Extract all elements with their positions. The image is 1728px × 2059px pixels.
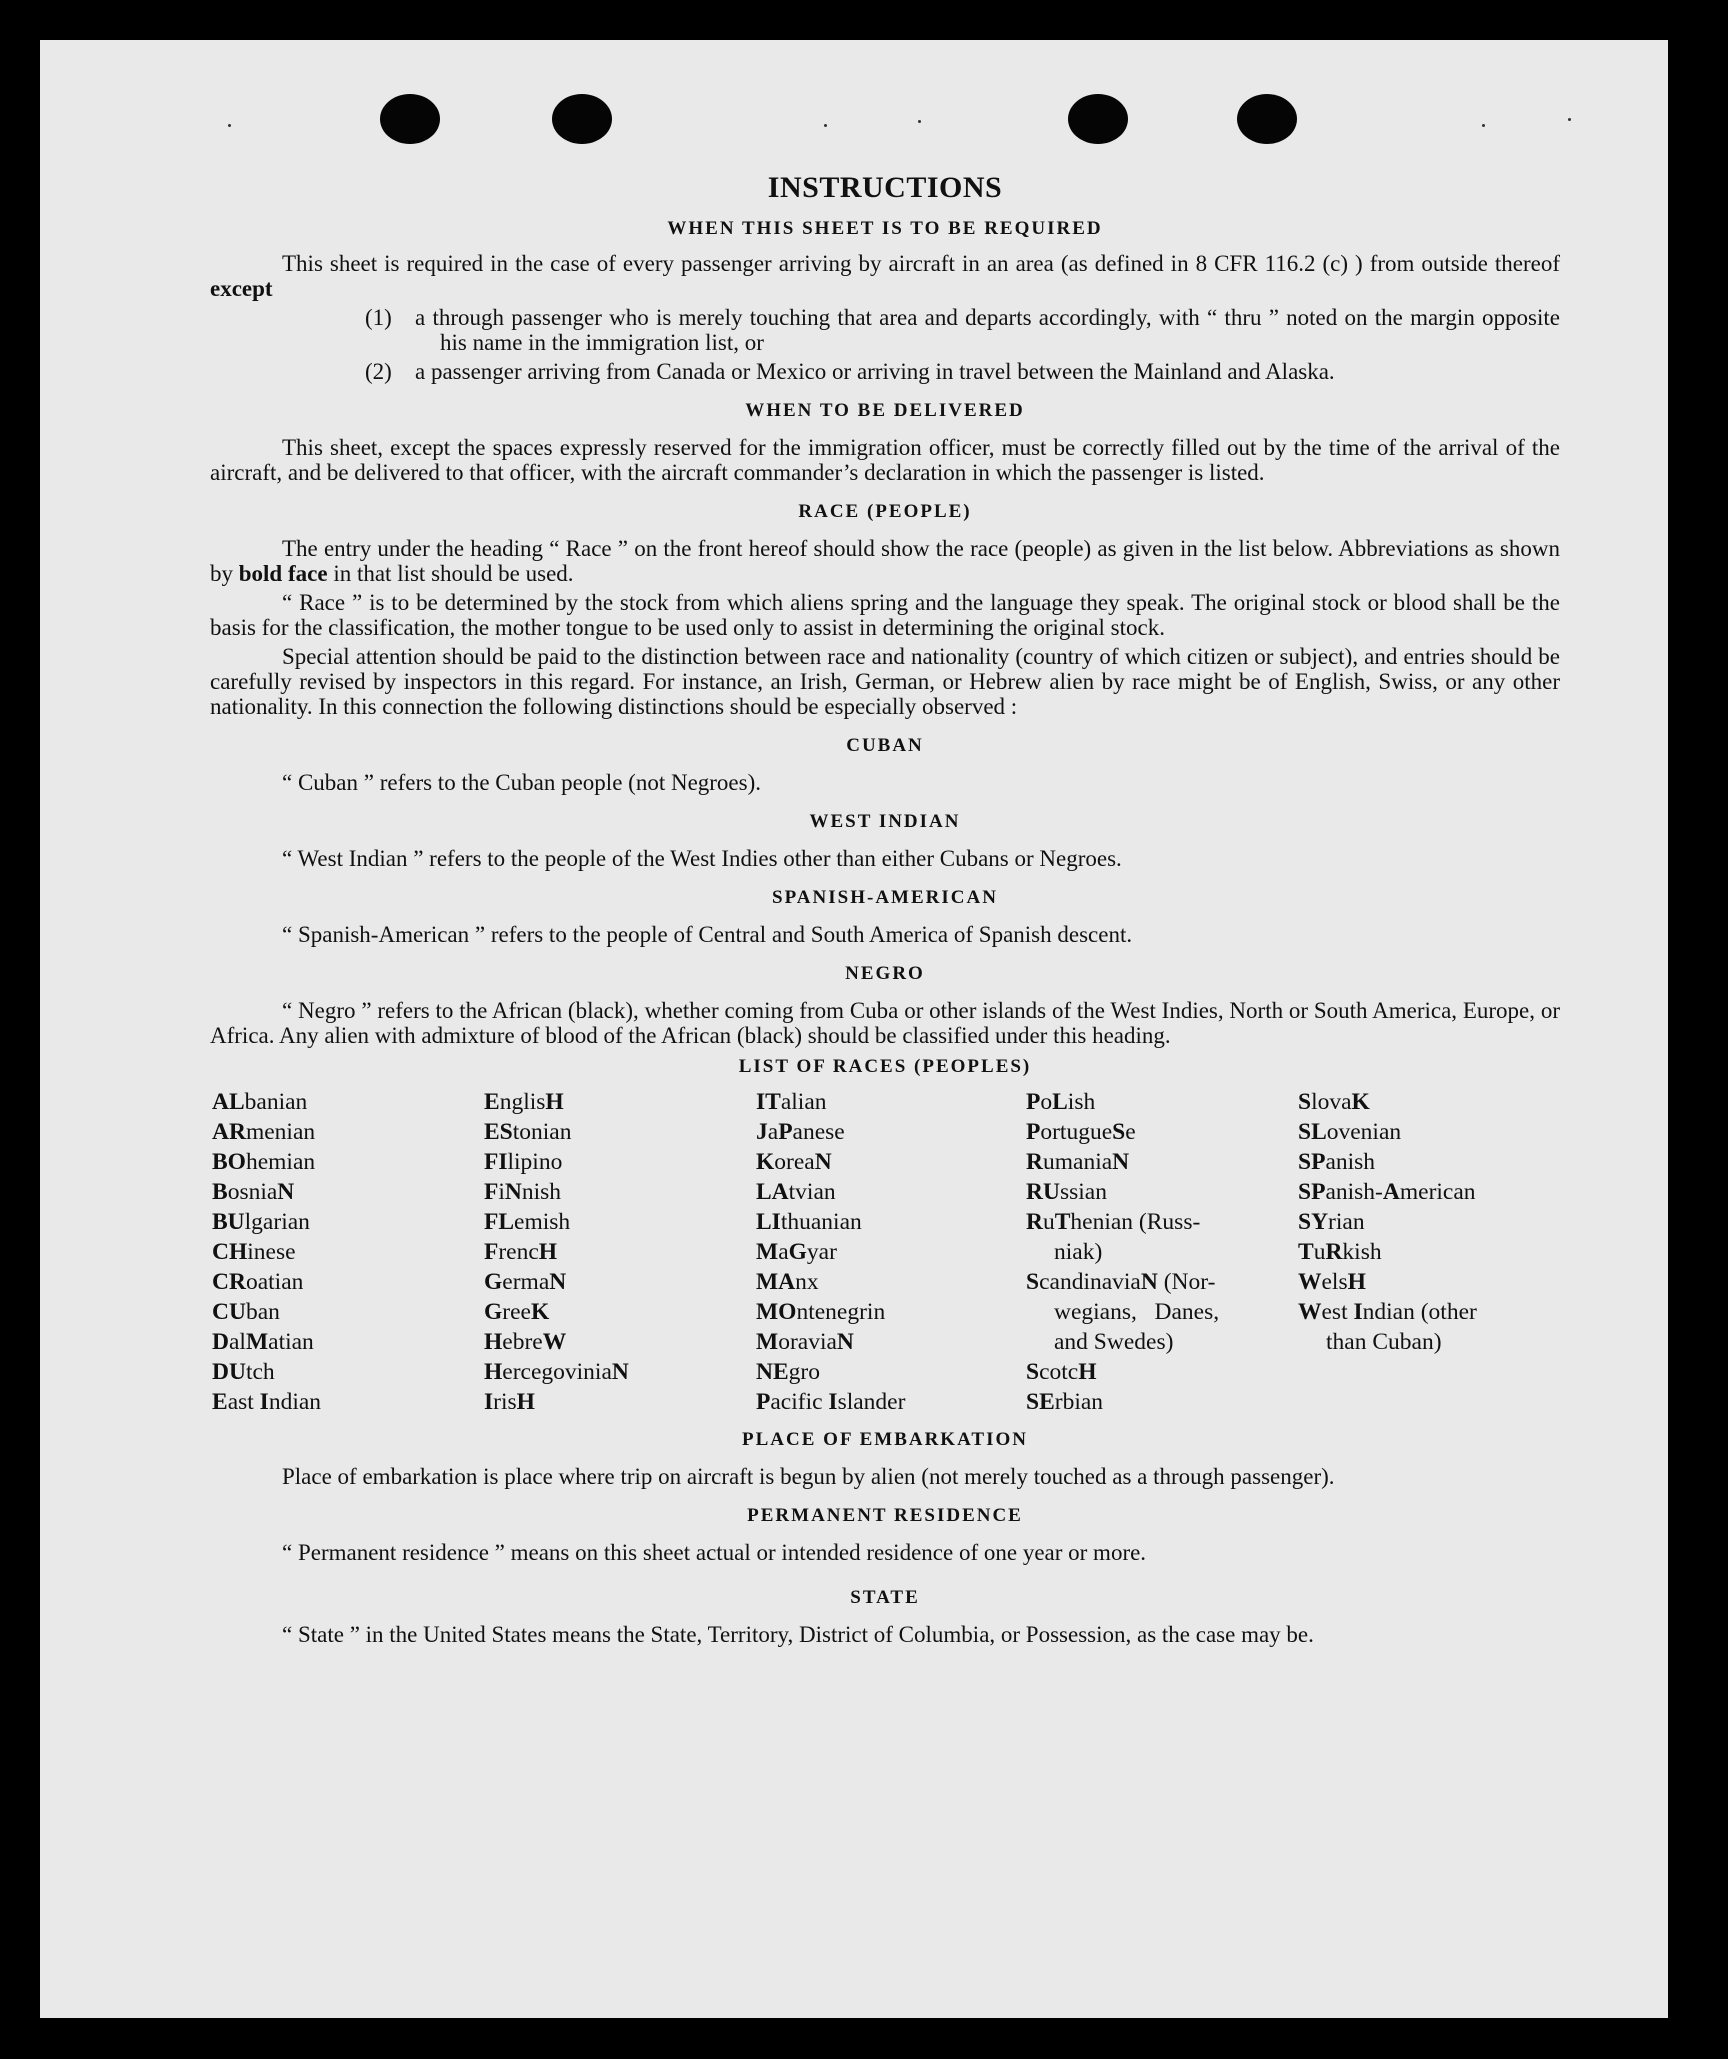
race-entry: FiNnish: [484, 1179, 562, 1205]
race-entry: BUlgarian: [212, 1209, 310, 1235]
document-page: [40, 40, 1668, 2018]
paragraph: “ West Indian ” refers to the people of the West Indies other than either Cubans or Negroes.: [282, 846, 1122, 871]
section-heading: WHEN THIS SHEET IS TO BE REQUIRED: [667, 218, 1103, 239]
race-entry: RUssian: [1026, 1179, 1107, 1205]
race-entry: LAtvian: [756, 1179, 836, 1205]
paragraph: “ Negro ” refers to the African (black), whether coming from Cuba or other islands of the West Indies, North or South America, Europe, or Africa. Any alien with admixture of blood of the African (black) should be classified under this heading.: [210, 998, 1560, 1048]
race-entry: CRoatian: [212, 1269, 304, 1295]
section-heading: WEST INDIAN: [809, 811, 961, 832]
race-column: [212, 1087, 484, 1417]
race-entry: DalMatian: [212, 1329, 314, 1355]
race-entry: RumaniaN: [1026, 1149, 1130, 1175]
race-entry: wegians, Danes,: [1054, 1299, 1220, 1325]
race-entry: LIthuanian: [756, 1209, 862, 1235]
race-entry: NEgro: [756, 1359, 820, 1385]
race-column: [756, 1087, 1026, 1417]
race-entry: CUban: [212, 1299, 280, 1325]
race-entry: TuRkish: [1298, 1239, 1382, 1265]
race-entry: EnglisH: [484, 1089, 564, 1115]
race-list: [212, 1087, 1560, 1417]
race-entry: DUtch: [212, 1359, 275, 1385]
race-entry: CHinese: [212, 1239, 296, 1265]
instructions-body: INSTRUCTIONS WHEN THIS SHEET IS TO BE REQUIRED This sheet is required in the case of every passenger arriving by aircraft in an area (as defined in 8 CFR 116.2 (c) ) from outside thereof except (1) a through passenger who is merely touching that area and departs accordingly, with “ thru ” noted on the margin opposite his name in the immigration list, or (2) a passenger arriving from Canada or Mexico or arriving in travel between the Mainland and Alaska. WHEN TO BE DELIVERED This sheet, except the spaces expressly reserved for the immigration officer, must be correctly filled out by the time of the arrival of the aircraft, and be delivered to that officer, with the aircraft commander’s declaration in which the passenger is listed. RACE (PEOPLE) The entry under the heading “ Race ” on the front hereof should show the race (people) as given in the list below. Abbreviations as shown by bold face in that list should be used. “ Race ” is to be determined by the stock from which aliens spring and the language they speak. The original stock or blood shall be the basis for the classification, the mother tongue to be used only to assist in determining the original stock. Special attention should be paid to the distinction between race and nationality (country of which citizen or subject), and entries should be carefully revised by inspectors in this regard. For instance, an Irish, German, or Hebrew alien by race might be of English, Swiss, or any other nationality. In this connection the following distinctions should be especially observed : CUBAN “ Cuban ” refers to the Cuban people (not Negroes). WEST INDIAN “ West Indian ” refers to the people of the West Indies other than either Cubans or Negroes. SPANISH-AMERICAN “ Spanish-American ” refers to the people of Central and South America of Spanish descent. NEGRO “ Negro ” refers to the African (black), whether coming from Cuba or other islands of the West Indies, North or South America, Europe, or Africa. Any alien with admixture of blood of the African (black) should be classified under this heading. LIST OF RACES (PEOPLES) ALbanian ARmenian BOhemian BosniaN BUlgarian CHinese CRoatian CUban DalMatian DUtch East Indian EnglisH EStonian FIlipino FiNnish FLemish FrencH GermaN GreeK HebreW HercegoviniaN IrisH ITalian JaPanese KoreaN LAtvian LIthuanian MaGyar MAnx MOntenegrin MoraviaN NEgro Pacific Islander PoLish PortugueSe RumaniaN RUssian RuThenian (Russ- niak) ScandinaviaN (Nor- wegians, Danes, and Swedes) ScotcH SErbian SlovaK SLovenian SPanish SPanish-American SYrian TuRkish WelsH West Indian (other than Cuban) PLACE OF EMBARKATION Place of embarkation is place where trip on aircraft is begun by alien (not merely touched as a through passenger). PERMANENT RESIDENCE “ Permanent residence ” means on this sheet actual or intended residence of one year or more. STATE “ State ” in the United States means the State, Territory, District of Columbia, or Possession, as the case may be.: [210, 171, 1560, 1647]
race-entry: PortugueSe: [1026, 1119, 1136, 1145]
race-entry: ARmenian: [212, 1119, 316, 1145]
punch-hole: [1237, 94, 1297, 144]
section-heading: CUBAN: [846, 735, 924, 756]
race-entry: BOhemian: [212, 1149, 316, 1175]
race-column: [1298, 1087, 1538, 1417]
race-entry: ITalian: [756, 1089, 827, 1115]
paragraph: “ Permanent residence ” means on this sheet actual or intended residence of one year or more.: [282, 1540, 1147, 1565]
race-entry: SPanish: [1298, 1149, 1376, 1175]
race-entry: JaPanese: [756, 1119, 845, 1145]
paragraph: Place of embarkation is place where trip on aircraft is begun by alien (not merely touched as a through passenger).: [282, 1464, 1335, 1489]
paragraph: “ State ” in the United States means the State, Territory, District of Columbia, or Possession, as the case may be.: [282, 1622, 1314, 1647]
race-entry: and Swedes): [1054, 1329, 1174, 1355]
section-heading: NEGRO: [845, 963, 925, 984]
race-column: [1026, 1087, 1298, 1417]
race-entry: HercegoviniaN: [484, 1359, 629, 1385]
race-entry: WelsH: [1298, 1269, 1366, 1295]
race-entry: MaGyar: [756, 1239, 837, 1265]
exception-item: (2) a passenger arriving from Canada or Mexico or arriving in travel between the Mainland and Alaska.: [365, 359, 1335, 384]
race-entry: ScotcH: [1026, 1359, 1097, 1385]
paragraph: “ Spanish-American ” refers to the people of Central and South America of Spanish descent.: [282, 922, 1133, 947]
race-entry: EStonian: [484, 1119, 572, 1145]
race-entry: ScandinaviaN (Nor-: [1026, 1269, 1216, 1295]
section-heading: LIST OF RACES (PEOPLES): [738, 1056, 1032, 1077]
race-entry: SlovaK: [1298, 1089, 1370, 1115]
punch-hole: [552, 94, 612, 144]
race-entry: MOntenegrin: [756, 1299, 886, 1325]
race-entry: East Indian: [212, 1389, 322, 1415]
race-entry: SYrian: [1298, 1209, 1365, 1235]
race-entry: HebreW: [484, 1329, 567, 1355]
race-entry: niak): [1054, 1239, 1103, 1265]
section-heading: PERMANENT RESIDENCE: [747, 1505, 1023, 1526]
race-entry: FLemish: [484, 1209, 571, 1235]
paragraph: “ Race ” is to be determined by the stock from which aliens spring and the language they speak. The original stock or blood shall be the basis for the classification, the mother tongue to be used only to assist in determining the original stock.: [210, 590, 1560, 640]
paragraph: This sheet, except the spaces expressly reserved for the immigration officer, must be correctly filled out by the time of the arrival of the aircraft, and be delivered to that officer, with the aircraft commander’s declaration in which the passenger is listed.: [210, 435, 1560, 485]
paragraph: This sheet is required in the case of every passenger arriving by aircraft in an area (as defined in 8 CFR 116.2 (c) ) from outside thereof: [282, 251, 1560, 276]
race-entry: BosniaN: [212, 1179, 295, 1205]
race-entry: FIlipino: [484, 1149, 563, 1175]
exception-item: (1) a through passenger who is merely touching that area and departs accordingly, with “ thru ” noted on the margin opposite his name in the immigration list, or: [365, 305, 1560, 355]
race-entry: ALbanian: [212, 1089, 308, 1115]
emphasis: except: [210, 276, 273, 301]
section-heading: WHEN TO BE DELIVERED: [745, 400, 1025, 421]
race-column: [484, 1087, 756, 1417]
race-entry: SLovenian: [1298, 1119, 1402, 1145]
race-entry: West Indian (other: [1298, 1299, 1477, 1325]
race-entry: MAnx: [756, 1269, 819, 1295]
paragraph: “ Cuban ” refers to the Cuban people (not Negroes).: [282, 770, 762, 795]
section-heading: SPANISH-AMERICAN: [772, 887, 998, 908]
paragraph: Special attention should be paid to the distinction between race and nationality (country of which citizen or subject), and entries should be carefully revised by inspectors in this regard. For instance, an Irish, German, or Hebrew alien by race might be of English, Swiss, or any other nationality. In this connection the following distinctions should be especially observed :: [210, 644, 1560, 719]
race-entry: Pacific Islander: [756, 1389, 906, 1415]
punch-hole: [380, 94, 440, 144]
race-entry: KoreaN: [756, 1149, 832, 1175]
race-entry: RuThenian (Russ-: [1026, 1209, 1201, 1235]
race-entry: GermaN: [484, 1269, 567, 1295]
page-title: INSTRUCTIONS: [767, 171, 1003, 204]
section-heading: PLACE OF EMBARKATION: [742, 1429, 1028, 1450]
race-entry: GreeK: [484, 1299, 550, 1325]
section-heading: RACE (PEOPLE): [798, 501, 972, 522]
punch-hole: [1068, 94, 1128, 144]
race-entry: SErbian: [1026, 1389, 1104, 1415]
race-entry: PoLish: [1026, 1089, 1096, 1115]
section-heading: STATE: [850, 1587, 920, 1608]
race-entry: SPanish-American: [1298, 1179, 1476, 1205]
race-entry: MoraviaN: [756, 1329, 854, 1355]
race-entry: FrencH: [484, 1239, 558, 1265]
race-entry: than Cuban): [1326, 1329, 1442, 1355]
race-entry: IrisH: [484, 1389, 535, 1415]
